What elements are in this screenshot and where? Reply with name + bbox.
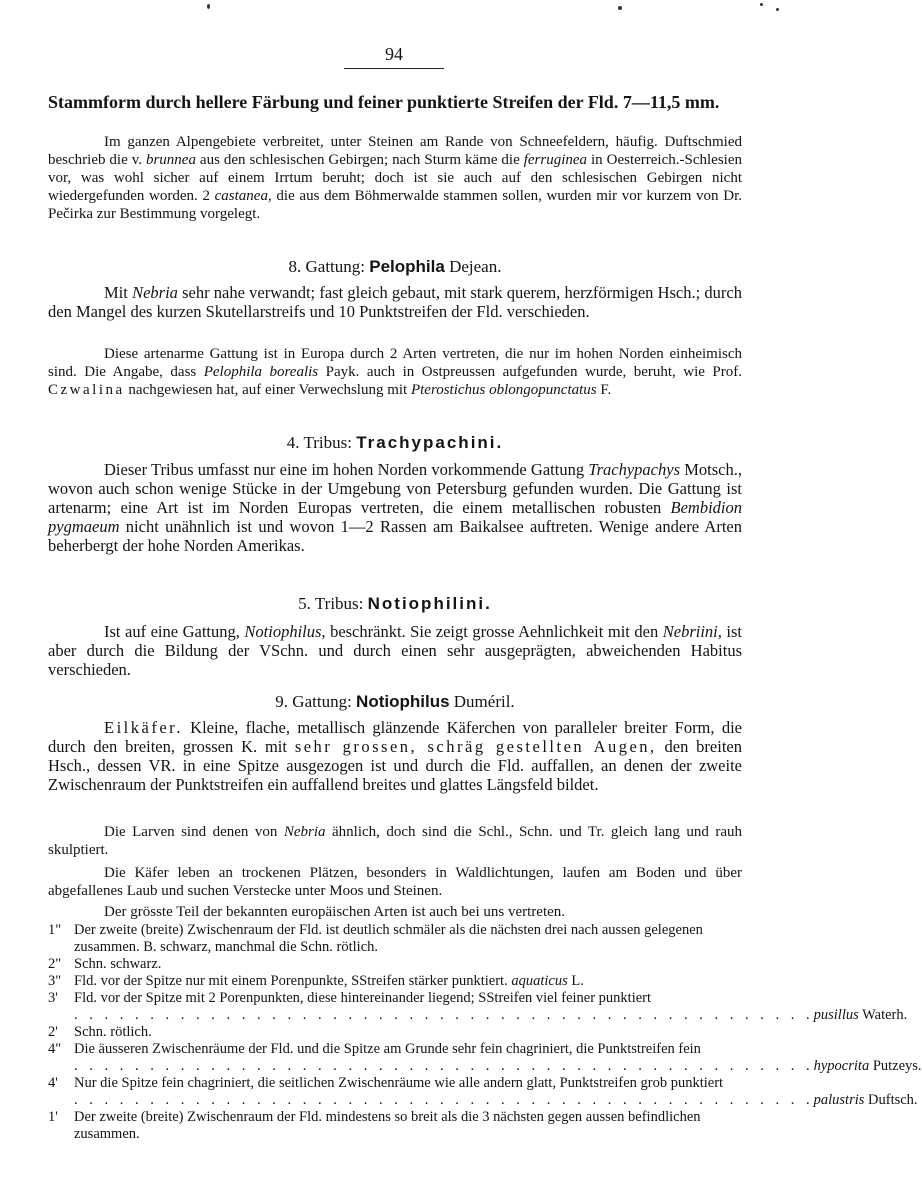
key-entry-text: Fld. vor der Spitze nur mit einem Porenpunkte, SStreifen stärker punktiert. aquaticus L. <box>74 973 584 989</box>
notiophilus-paragraph-3: Die Käfer leben an trockenen Plätzen, besonders in Waldlichtungen, laufen am Boden und über abgefallenes Laub und suchen Verstecke unter Moos und Steinen. <box>48 865 742 899</box>
key-entry-number: 3" <box>48 973 62 989</box>
species-name: aquaticus <box>511 973 568 989</box>
scan-speck <box>207 4 210 9</box>
key-entry-number: 1" <box>48 922 62 938</box>
dot-leader: . . . . . . . . . . . . . . . . . . . . . . . . . . . . . . . . . . . . . . . . . . . . . . . . . <box>74 1007 814 1023</box>
pelophila-heading: 8. Gattung: Pelophila Dejean. <box>288 257 502 276</box>
notiophilus-heading: 9. Gattung: Notiophilus Duméril. <box>275 692 515 711</box>
key-entry-text: Die äusseren Zwischenräume der Fld. und die Spitze am Grunde sehr fein chagriniert, die Punktstreifen fein . . . . . . . . . . . . . . . . . . . . . . . . . . . . . . . . . . . . . . . . . . . . . . . . . hypocrita Putzeys. <box>74 1041 922 1074</box>
key-entry-number: 2' <box>48 1024 58 1040</box>
dot-leader: . . . . . . . . . . . . . . . . . . . . . . . . . . . . . . . . . . . . . . . . . . . . . . . . . <box>74 1092 814 1108</box>
dot-leader: . . . . . . . . . . . . . . . . . . . . . . . . . . . . . . . . . . . . . . . . . . . . . . . . . <box>74 1058 814 1074</box>
key-entry-number: 3' <box>48 990 58 1006</box>
trachypachini-paragraph: Dieser Tribus umfasst nur eine im hohen Norden vorkommende Gattung Trachypachys Motsch., wovon auch schon wenige Stücke in der Umgebung von Petersburg gefunden wurden. Die Gattung ist artenarm; eine Art ist im Norden Europas vertreten, die einem metallischen robusten Bembidion pygmaeum nicht unähnlich ist und wovon 1—2 Rassen am Baikalsee auftreten. Wenige andere Arten beherbergt der hohe Norden Amerikas. <box>48 460 743 555</box>
notiophilus-paragraph-4: Der grösste Teil der bekannten europäischen Arten ist auch bei uns vertreten. <box>104 904 566 920</box>
notiophilini-heading: 5. Tribus: Notiophilini. <box>298 594 492 613</box>
key-entry <box>48 973 742 990</box>
key-entry <box>48 956 742 973</box>
species-name: palustris Duftsch. <box>813 1092 918 1108</box>
key-entry-text: Schn. rötlich. <box>74 1024 152 1040</box>
scan-speck <box>776 8 779 11</box>
key-entry-text: Schn. schwarz. <box>74 956 162 972</box>
key-entry-text: Fld. vor der Spitze mit 2 Porenpunkten, diese hintereinander liegend; SStreifen viel feiner punktiert . . . . . . . . . . . . . . . . . . . . . . . . . . . . . . . . . . . . . . . . . . . . . . . . . pusillus Waterh. <box>74 990 908 1023</box>
notiophilini-paragraph: Ist auf eine Gattung, Notiophilus, beschränkt. Sie zeigt grosse Aehnlichkeit mit den Nebriini, ist aber durch die Bildung der VSchn. und durch einen sehr ausgeprägten, abweichenden Habitus verschieden. <box>48 622 742 679</box>
key-entry <box>48 1041 922 1075</box>
key-entry-text: Nur die Spitze fein chagriniert, die seitlichen Zwischenräume wie alle andern glatt, Punktstreifen grob punktiert . . . . . . . . . . . . . . . . . . . . . . . . . . . . . . . . . . . . . . . . . . . . . . . . . palustris Duftsch. <box>74 1075 918 1108</box>
key-entry-number: 4' <box>48 1075 58 1091</box>
trachypachini-heading: 4. Tribus: Trachypachini. <box>286 433 504 452</box>
species-name: hypocrita Putzeys. <box>813 1058 922 1074</box>
key-entry-number: 4" <box>48 1041 62 1057</box>
key-entry <box>48 1075 918 1109</box>
scan-speck <box>760 3 763 6</box>
notiophilus-paragraph-1: Eilkäfer. Kleine, flache, metallisch glänzende Käferchen von paralleler breiter Form, die durch den breiten, grossen K. mit sehr grossen, schräg gestellten Augen, den breiten Hsch., dessen VR. in eine Spitze ausgezogen ist und durch die Fld. auffallen, an denen der zweite Zwischenraum der Punktstreifen ein auffallend breites und glattes Längsfeld bildet. <box>48 718 742 794</box>
intro-lead: Stammform durch hellere Färbung und feiner punktierte Streifen der Fld. 7—11,5 mm. <box>48 92 720 112</box>
notiophilus-paragraph-2: Die Larven sind denen von Nebria ähnlich, doch sind die Schl., Schn. und Tr. gleich lang und rauh skulptiert. <box>48 824 743 858</box>
key-entry-text: Der zweite (breite) Zwischenraum der Fld. ist deutlich schmäler als die nächsten drei nach aussen gelegenen zusammen. B. schwarz, manchmal die Schn. rötlich. <box>74 922 703 955</box>
key-entry-number: 2" <box>48 956 62 972</box>
species-key <box>48 922 922 1143</box>
key-entry <box>48 1109 742 1143</box>
key-entry <box>48 922 742 956</box>
key-entry-number: 1' <box>48 1109 58 1125</box>
key-entry <box>48 990 908 1024</box>
species-name: pusillus Waterh. <box>813 1007 908 1023</box>
pelophila-paragraph-1: Mit Nebria sehr nahe verwandt; fast gleich gebaut, mit stark querem, herzförmigen Hsch.; durch den Mangel des kurzen Skutellarstreifs und 10 Punktstreifen der Fld. verschieden. <box>48 283 742 321</box>
pelophila-paragraph-2: Diese artenarme Gattung ist in Europa durch 2 Arten vertreten, die nur im hohen Norden einheimisch sind. Die Angabe, dass Pelophila borealis Payk. auch in Ostpreussen aufgefunden wurde, beruht, wie Prof. Czwalina nachgewiesen hat, auf einer Verwechslung mit Pterostichus oblongopunctatus F. <box>48 346 742 398</box>
key-entry <box>48 1024 742 1041</box>
scan-speck <box>618 6 622 10</box>
intro-paragraph: Im ganzen Alpengebiete verbreitet, unter Steinen am Rande von Schneefeldern, häufig. Duftschmied beschrieb die v. brunnea aus den schlesischen Gebirgen; nach Sturm käme die ferruginea in Oesterreich.-Schlesien vor, was wohl sicher auf einem Irrtum beruht; doch ist sie auch auf den schlesischen Gebirgen nicht wiedergefunden worden. 2 castanea, die aus dem Böhmerwalde stammen sollen, wurden mir vor kurzem von Dr. Pečirka zur Bestimmung vorgelegt. <box>48 134 742 222</box>
page-number-rule <box>344 68 444 69</box>
key-entry-text: Der zweite (breite) Zwischenraum der Fld. mindestens so breit als die 3 nächsten gegen aussen befindlichen zusammen. <box>74 1109 701 1142</box>
page-number: 94 <box>385 44 403 64</box>
